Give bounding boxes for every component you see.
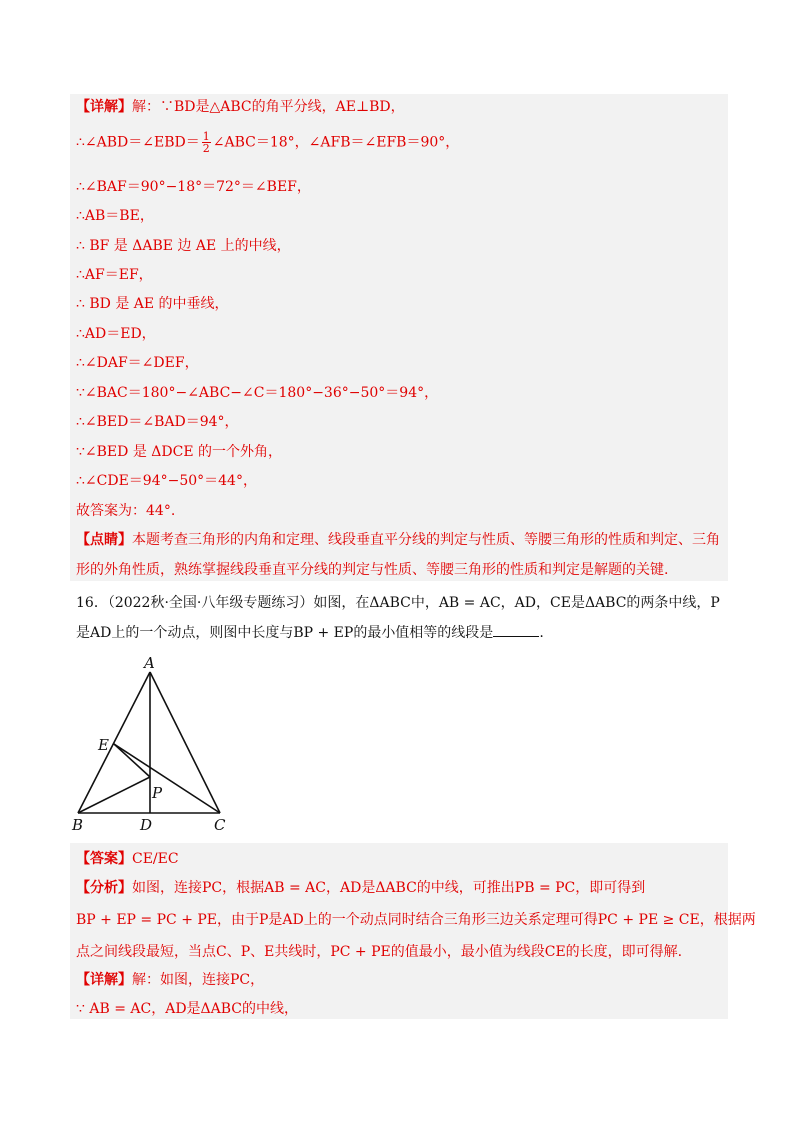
comment-text: 本题考查三角形的内角和定理、线段垂直平分线的判定与性质、等腰三角形的性质和判定、三角 xyxy=(132,532,720,548)
question-line-2 xyxy=(76,622,544,643)
detail-text: 解：∵BD是△ABC的角平分线，AE⊥BD， xyxy=(132,99,405,115)
comment-line-1 xyxy=(76,530,720,550)
fraction-numerator: 1 xyxy=(202,130,210,143)
detail-line-1 xyxy=(76,97,405,117)
triangle-figure xyxy=(60,650,260,840)
analysis-line-2: BP + EP = PC + PE，由于P是AD上的一个动点同时结合三角形三边关系定理可得PC + PE ≥ CE，根据两 xyxy=(76,912,756,928)
question-period: . xyxy=(539,625,544,641)
detail-line-13: ∴∠CDE＝94°−50°＝44°， xyxy=(76,473,257,489)
answer-blank xyxy=(493,622,539,637)
detail-line-11: ∴∠BED＝∠BAD＝94°， xyxy=(76,414,239,430)
answer-tag: 【答案】 xyxy=(76,851,132,867)
answer-text: CE/EC xyxy=(132,851,179,867)
label-D: D xyxy=(140,816,153,834)
detail-line-10: ∵∠BAC＝180°−∠ABC−∠C＝180°−36°−50°＝94°， xyxy=(76,385,439,401)
segment-BP xyxy=(78,777,150,813)
label-E: E xyxy=(98,736,109,754)
label-P: P xyxy=(152,784,163,802)
detail-line-8: ∴AD＝ED， xyxy=(76,326,156,342)
label-C: C xyxy=(214,816,226,834)
equation-left: ∴∠ABD＝∠EBD＝ xyxy=(76,134,200,151)
detail2-text: 解：如图，连接PC， xyxy=(132,972,265,988)
fraction-half xyxy=(202,131,211,154)
detail2-line-1 xyxy=(76,970,264,990)
detail2-line-2: ∵ AB = AC，AD是ΔABC的中线， xyxy=(76,1001,299,1017)
label-A: A xyxy=(144,654,155,672)
detail-line-6: ∴AF＝EF， xyxy=(76,267,153,283)
analysis-tag: 【分析】 xyxy=(76,880,132,896)
detail-line-2 xyxy=(76,131,459,154)
detail-line-9: ∴∠DAF＝∠DEF， xyxy=(76,355,199,371)
detail-line-12: ∵∠BED 是 ΔDCE 的一个外角， xyxy=(76,444,282,460)
analysis-text: 如图，连接PC，根据AB = AC，AD是ΔABC的中线，可推出PB = PC，即可得到 xyxy=(132,880,646,896)
equation-right: ∠ABC＝18°，∠AFB＝∠EFB＝90°， xyxy=(212,134,460,151)
answer-line xyxy=(76,849,179,869)
comment-tag: 【点睛】 xyxy=(76,532,132,548)
segment-EP xyxy=(114,744,150,777)
comment-line-2: 形的外角性质，熟练掌握线段垂直平分线的判定与性质、等腰三角形的性质和判定是解题的关键. xyxy=(76,562,669,578)
detail-line-5: ∴ BF 是 ΔABE 边 AE 上的中线， xyxy=(76,238,291,254)
analysis-line-3: 点之间线段最短，当点C、P、E共线时，PC + PE的值最小，最小值为线段CE的长度，即可得解. xyxy=(76,944,683,960)
question-line-1: 16．（2022秋·全国·八年级专题练习）如图，在ΔABC中，AB = AC，AD，CE是ΔABC的两条中线，P xyxy=(76,595,720,611)
detail-line-3: ∴∠BAF＝90°−18°＝72°＝∠BEF， xyxy=(76,179,311,195)
detail-tag: 【详解】 xyxy=(76,99,132,115)
answer-block-shaded xyxy=(70,843,728,1019)
segment-CE xyxy=(114,744,220,813)
label-B: B xyxy=(72,816,84,834)
segment-AB xyxy=(78,672,150,813)
analysis-line-1 xyxy=(76,878,645,898)
detail-line-7: ∴ BD 是 AE 的中垂线， xyxy=(76,296,229,312)
detail-line-4: ∴AB＝BE， xyxy=(76,208,154,224)
fraction-denominator: 2 xyxy=(202,142,210,155)
detail2-tag: 【详解】 xyxy=(76,972,132,988)
question-text: 是AD上的一个动点，则图中长度与BP + EP的最小值相等的线段是 xyxy=(76,625,494,641)
detail-line-14: 故答案为：44°. xyxy=(76,503,176,519)
